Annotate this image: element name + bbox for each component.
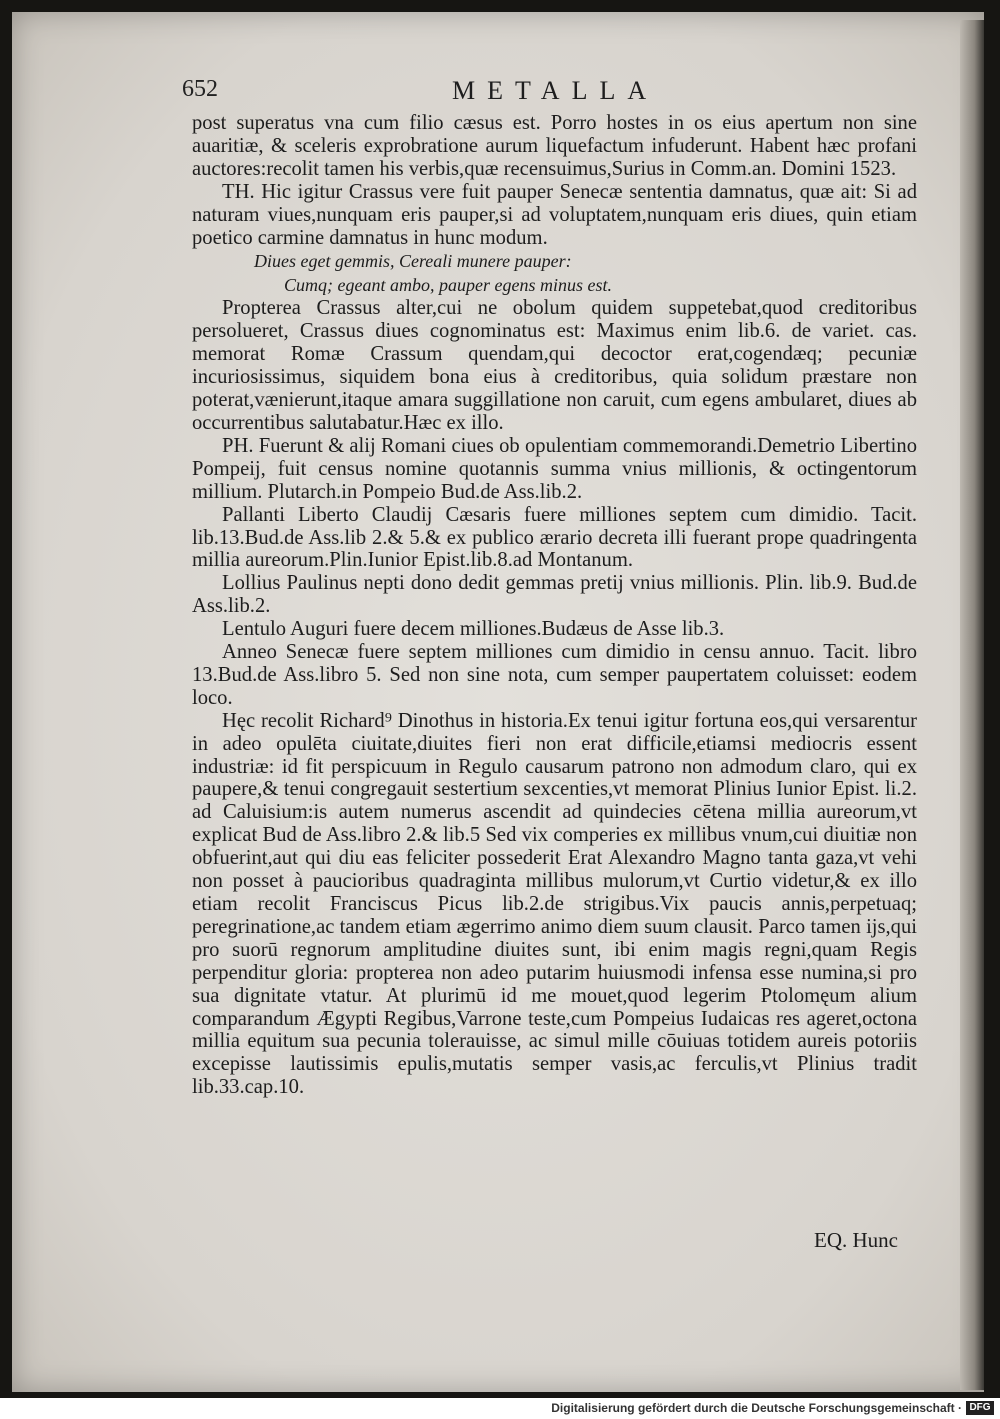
paragraph-continued: post superatus vna cum filio cæsus est. Porro hostes in os eius apertum non sine auaritiæ, & sceleris exprobratione aurum liquefactum infuderunt. Habent hæc profani auctores:recolit tamen his verbis,quæ recensuimus,Surius in Comm.an. Domini 1523. (192, 112, 917, 180)
page-edge (960, 20, 984, 1390)
verse-line: Cumq; egeant ambo, pauper egens minus est. (284, 275, 612, 296)
paragraph: PH. Fuerunt & alij Romani ciues ob opulentiam commemorandi.Demetrio Libertino Pompeij, fuit census nomine quotannis summa vnius millionis, & octingentorum millium. Plutarch.in Pompeio Bud.de Ass.lib.2. (192, 434, 917, 503)
paragraph: Propterea Crassus alter,cui ne obolum quidem suppetebat,quod creditoribus persolueret, Crassus diues cognominatus est: Maximus enim lib.6. de variet. cas. memorat Romæ Crassum quendam,qui decoctor erat,cogendæq; pecuniæ incuriosissimus, siquidem bona eius à creditoribus, quia solidum præstare non poterat,vænierunt,itaque amara suggillatione non caruit, cum egens ambularet, diues ab occurrentibus salutabatur.Hæc ex illo. (192, 297, 917, 434)
running-title: METALLA (452, 76, 659, 105)
paragraph: TH. Hic igitur Crassus vere fuit pauper Senecæ sententia damnatus, quæ ait: Si ad naturam viues,nunquam eris pauper,si ad voluptatem,nunquam eris diues, quin etiam poetico carmine damnatus in hunc modum. (192, 180, 917, 249)
paragraph: Pallanti Liberto Claudij Cæsaris fuere milliones septem cum dimidio. Tacit. lib.13.Bud.de Ass.lib 2.& 5.& ex publico ærario decreta illi fuerant prope quadringenta millia aureorum.Plin.Iunior Epist.lib.8.ad Montanum. (192, 503, 917, 572)
funding-credit: Digitalisierung gefördert durch die Deutsche Forschungsgemeinschaft · (551, 1401, 962, 1415)
paragraph: Lollius Paulinus nepti dono dedit gemmas pretij vnius millionis. Plin. lib.9. Bud.de Ass.lib.2. (192, 572, 917, 618)
page-number: 652 (182, 76, 218, 102)
paragraph: Anneo Senecæ fuere septem milliones cum dimidio in censu annuo. Tacit. libro 13.Bud.de Ass.libro 5. Sed non sine nota, cum semper paupertatem coluisset: eodem loco. (192, 641, 917, 709)
paragraph: Hęc recolit Richard⁹ Dinothus in historia.Ex tenui igitur fortuna eos,qui versarentur in adeo opulēta ciuitate,diuites fieri non erat difficile,etiamsi mediocris essent industriæ: id fit perspicuum in Regulo causarum patrono non admodum claro, qui ex paupere,& tenui congregauit sestertium sexcenties,vt memorat Plinius Iunior Epist. li.2. ad Caluisium:is autem numerus ascendit ad quindecies cētena millia aureorum,vt explicat Bud de Ass.libro 2.& lib.5 Sed vix comperies ex millibus vnum,cui diuitiæ non obfuerint,aut qui diu eas feliciter possederit Erat Alexandro Magno tanta gaza,vt vehi non posset à paucioribus quadraginta millibus mulorum,vt Curtio videtur,& ex illo etiam recolit Franciscus Picus lib.2.de strigibus.Vix paucis annis,perpetuaq; peregrinatione,ac tandem etiam ægerrimo animo diem suum clausit. Parco tamen ijs,qui pro suorū regnorum amplitudine diuites sunt, ibi enim magis regni,quam Regis perpenditur gloria: propterea non adeo putarim huiusmodi infensa esse numina,si pro sua dignitate vtatur. At plurimū id me mouet,quod legerim Ptolomęum alium comparandum Ægypti Regibus,Varrone teste,cum Pompeius Iudaicas res ageret,octona millia equitum sua pecunia tolerauisse, ac simul mille cōuiuas totidem aureis potoriis excepisse lautissimis epulis,mutatis semper vasis,ac ferculis,vt Plinius tradit lib.33.cap.10. (192, 709, 917, 1099)
dfg-logo-icon: DFG (966, 1401, 994, 1415)
verse-line: Diues eget gemmis, Cereali munere pauper: (254, 251, 572, 272)
catchword: EQ. Hunc (814, 1228, 898, 1252)
footer-bar (0, 1398, 1000, 1419)
body-text (192, 112, 917, 1099)
page-header (182, 76, 922, 116)
paragraph: Lentulo Auguri fuere decem milliones.Budæus de Asse lib.3. (222, 618, 725, 641)
